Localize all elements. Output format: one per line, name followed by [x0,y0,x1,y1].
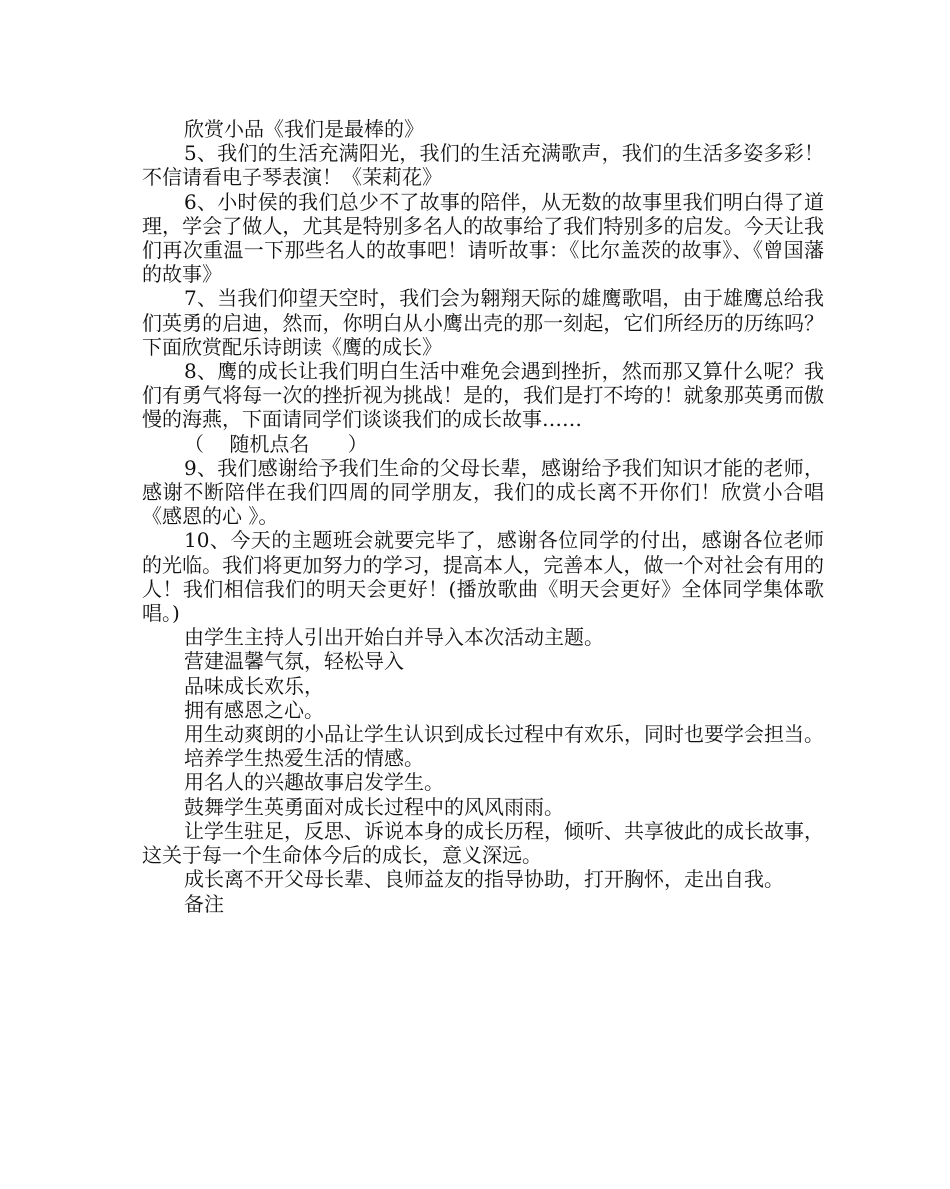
paragraph-random-call: （ 随机点名 ） [184,431,368,456]
paragraph-note-celebrity: 用名人的兴趣故事启发学生。 [184,770,444,795]
paragraph-item-7: 7、当我们仰望天空时，我们会为翱翔天际的雄鹰歌唱，由于雄鹰总给我们英勇的启迪，然而，你明白从小鹰出壳的那一刻起，它们所经历的历练吗？下面欣赏配乐诗朗读《鹰的成长》 [142,286,824,359]
paragraph-remarks: 备注 [184,891,224,916]
paragraph-sketch-title: 欣赏小品《我们是最棒的》 [184,117,424,141]
paragraph-note-love-life: 培养学生热爱生活的情感。 [184,746,424,771]
paragraph-note-intro: 由学生主持人引出开始白并导入本次活动主题。 [184,625,604,650]
paragraph-item-8: 8、鹰的成长让我们明白生活中难免会遇到挫折，然而那又算什么呢？我们有勇气将每一次的挫折视为挑战！是的，我们是打不垮的！就象那英勇而傲慢的海燕，下面请同学们谈谈我们的成长故事…… [142,359,824,432]
paragraph-note-guidance: 成长离不开父母长辈、良师益友的指导协助，打开胸怀，走出自我。 [184,867,784,892]
paragraph-item-10: 10、今天的主题班会就要完毕了，感谢各位同学的付出，感谢各位老师的光临。我们将更加努力的学习，提高本人，完善本人，做一个对社会有用的人！我们相信我们的明天会更好！(播放歌曲《明天会更好》全体同学集体歌唱。) [142,528,824,626]
paragraph-note-joy: 品味成长欢乐， [184,673,324,698]
paragraph-item-5: 5、我们的生活充满阳光，我们的生活充满歌声，我们的生活多姿多彩！不信请看电子琴表演！《茉莉花》 [142,141,824,190]
paragraph-item-9: 9、我们感谢给予我们生命的父母长辈，感谢给予我们知识才能的老师，感谢不断陪伴在我们四周的同学朋友，我们的成长离不开你们！欣赏小合唱《感恩的心 》。 [142,455,824,529]
paragraph-note-courage: 鼓舞学生英勇面对成长过程中的风风雨雨。 [184,794,564,819]
paragraph-note-sketch: 用生动爽朗的小品让学生认识到成长过程中有欢乐，同时也要学会担当。 [184,722,824,747]
paragraph-note-gratitude: 拥有感恩之心。 [184,697,324,722]
document-body [142,117,824,916]
paragraph-note-atmosphere: 营建温馨气氛，轻松导入 [184,649,404,674]
paragraph-item-6: 6、小时侯的我们总少不了故事的陪伴，从无数的故事里我们明白得了道理，学会了做人，尤其是特别多名人的故事给了我们特别多的启发。今天让我们再次重温一下那些名人的故事吧！请听故事：《比尔盖茨的故事》、《曾国藩的故事》 [142,189,824,287]
paragraph-note-reflection: 让学生驻足，反思、诉说本身的成长历程，倾听、共享彼此的成长故事，这关于每一个生命体今后的成长，意义深远。 [142,818,824,868]
